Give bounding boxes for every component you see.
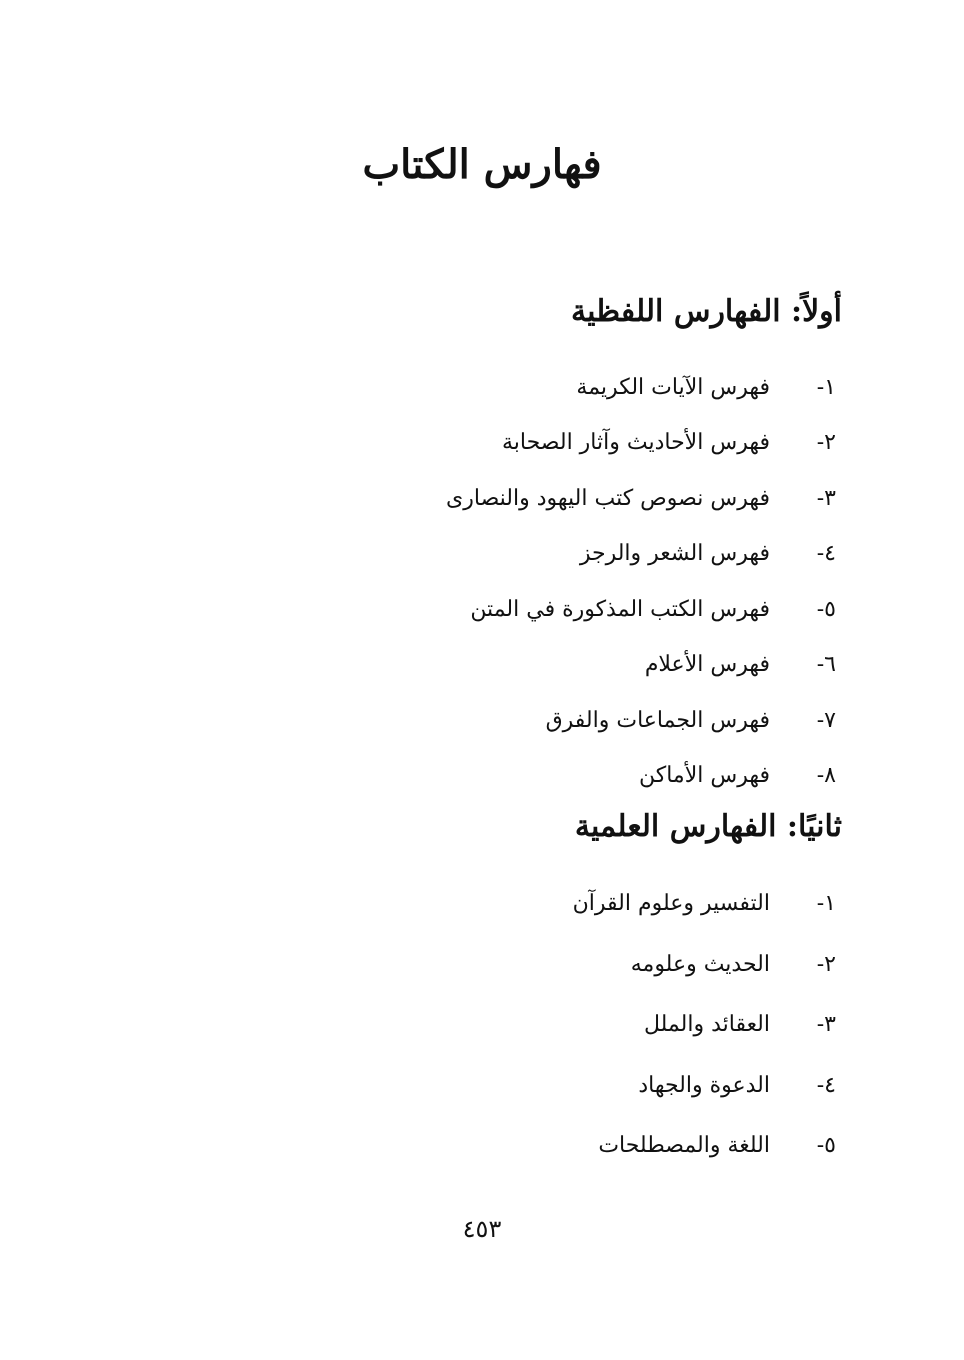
item-label: فهرس الأعلام	[644, 652, 770, 678]
list-item	[446, 582, 836, 638]
list-item	[446, 360, 836, 416]
page-title: فهارس الكتاب	[362, 141, 602, 188]
list-item	[446, 638, 836, 694]
item-label: الدعوة والجهاد	[638, 1072, 770, 1098]
list-item	[446, 527, 836, 583]
section-heading-verbal-indexes: أولاً: الفهارس اللفظية	[571, 294, 842, 329]
list-item	[573, 874, 836, 935]
scientific-indexes-list	[573, 874, 836, 1177]
item-number: ٢-	[816, 430, 836, 456]
item-number: ١-	[816, 891, 836, 917]
section-heading-scientific-indexes: ثانيًا: الفهارس العلمية	[574, 809, 842, 844]
item-number: ٣-	[816, 1012, 836, 1038]
item-label: الحديث وعلومه	[630, 951, 770, 977]
item-number: ٥-	[816, 1133, 836, 1159]
list-item	[573, 935, 836, 996]
item-label: فهرس الكتب المذكورة في المتن	[470, 596, 770, 622]
item-label: فهرس الأحاديث وآثار الصحابة	[501, 430, 770, 456]
list-item	[446, 749, 836, 805]
item-number: ٨-	[816, 763, 836, 789]
list-item	[573, 995, 836, 1056]
item-number: ٤-	[816, 541, 836, 567]
page-number: ٤٥٣	[462, 1215, 502, 1243]
list-item	[573, 1116, 836, 1177]
item-number: ٤-	[816, 1072, 836, 1098]
item-label: اللغة والمصطلحات	[598, 1133, 770, 1159]
item-label: فهرس الشعر والرجز	[579, 541, 770, 567]
item-label: فهرس الجماعات والفرق	[545, 707, 770, 733]
item-number: ٣-	[816, 485, 836, 511]
list-item	[446, 693, 836, 749]
item-label: فهرس نصوص كتب اليهود والنصارى	[446, 485, 770, 511]
item-number: ٧-	[816, 707, 836, 733]
item-label: التفسير وعلوم القرآن	[572, 891, 770, 917]
item-number: ٥-	[816, 596, 836, 622]
list-item	[446, 416, 836, 472]
item-label: فهرس الآيات الكريمة	[576, 374, 770, 400]
list-item	[573, 1056, 836, 1117]
verbal-indexes-list	[446, 360, 836, 804]
item-label: العقائد والملل	[643, 1012, 770, 1038]
item-number: ١-	[816, 374, 836, 400]
item-label: فهرس الأماكن	[638, 763, 770, 789]
list-item	[446, 471, 836, 527]
item-number: ٦-	[816, 652, 836, 678]
item-number: ٢-	[816, 951, 836, 977]
